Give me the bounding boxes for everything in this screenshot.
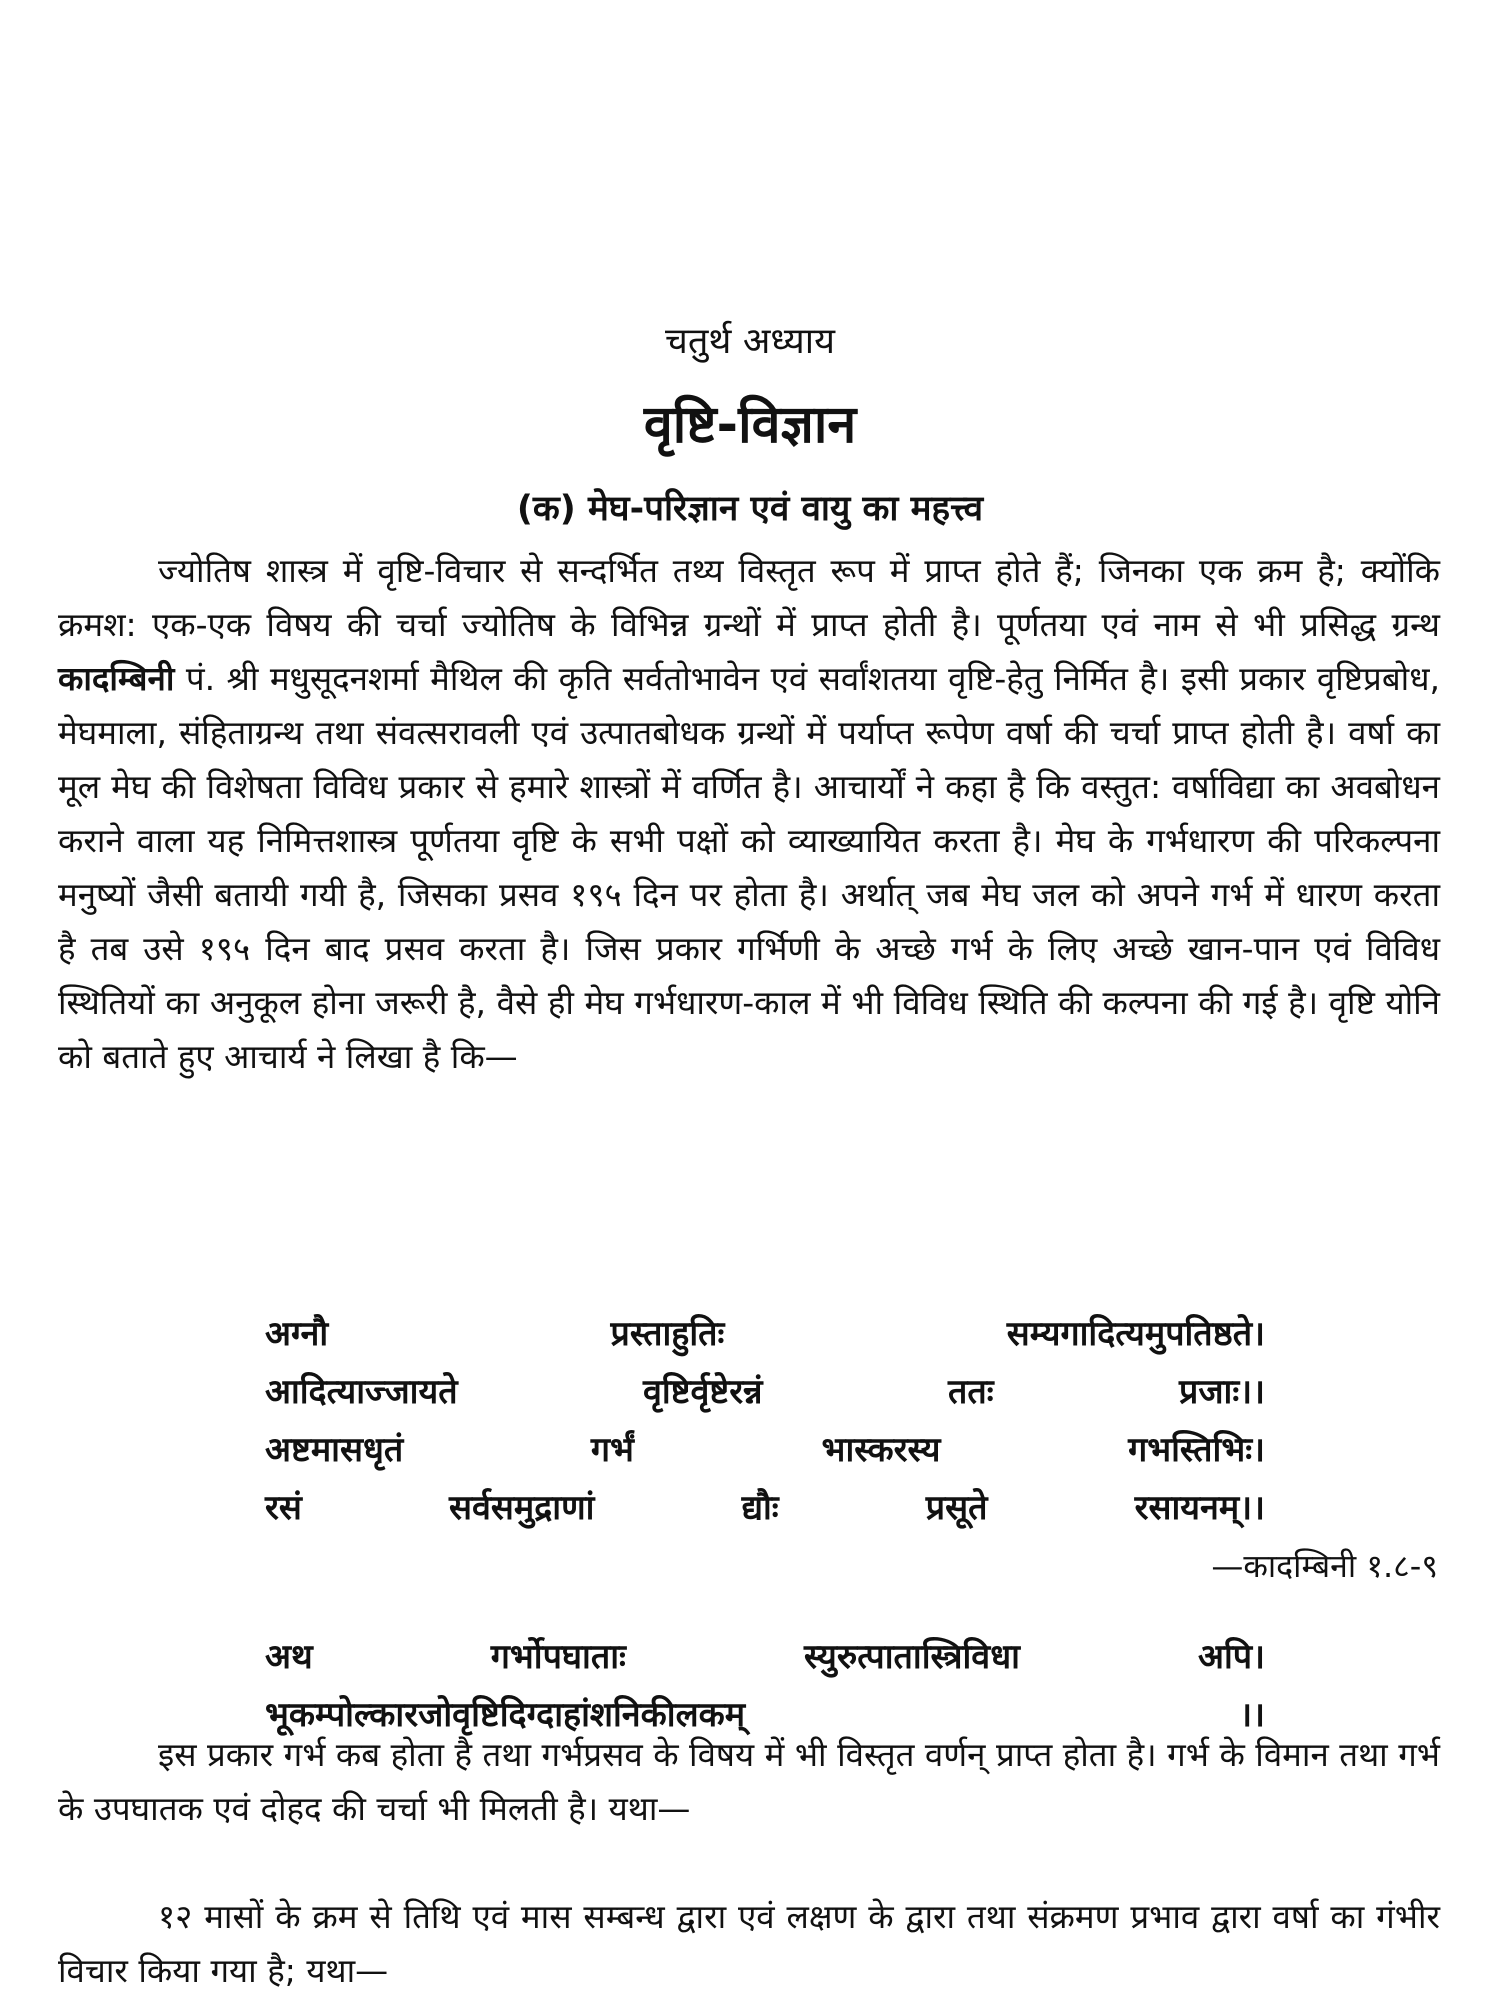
verse-word: वृष्टिर्वृष्टेरन्नं [642, 1372, 763, 1412]
verse-word: सर्वसमुद्राणां [449, 1488, 595, 1528]
paragraph-1-text-a: ज्योतिष शास्त्र में वृष्टि-विचार से सन्दर्भित तथ्य विस्तृत रूप में प्राप्त होते हैं; जिनका एक क्रम है; क्योंकि क्रमश: एक-एक विषय की चर्चा ज्योतिष के विभिन्न ग्रन्थों में प्राप्त होती है। पूर्णतया एवं नाम से भी प्रसिद्ध ग्रन्थ [58, 551, 1440, 644]
verse-word: प्रस्ताहुतिः [610, 1314, 725, 1354]
paragraph-2: इस प्रकार गर्भ कब होता है तथा गर्भप्रसव के विषय में भी विस्तृत वर्णन् प्राप्त होता है। गर्भ के विमान तथा गर्भ के उपघातक एवं दोहद की चर्चा भी मिलती है। यथा— [58, 1735, 1440, 1828]
verse-word: रसं [265, 1488, 302, 1528]
verse-citation: —कादम्बिनी १.८-९ [1211, 1547, 1438, 1585]
verse-line [265, 1686, 1265, 1744]
verse-word: द्यौः [741, 1488, 779, 1528]
verse-word: अपि। [1197, 1637, 1265, 1677]
verse-word: गर्भं [590, 1430, 634, 1470]
verse-word: अष्टमासधृतं [265, 1430, 404, 1470]
verse-word: भूकम्पोल्कारजोवृष्टिदिग्दाहांशनिकीलकम् [265, 1695, 746, 1735]
verse-line [265, 1305, 1265, 1363]
section-title: (क) मेघ-परिज्ञान एवं वायु का महत्त्व [516, 489, 984, 529]
verse-word: भास्करस्य [821, 1430, 941, 1470]
verse-word: प्रसूते [925, 1488, 988, 1528]
paragraph-1-text-b: पं. श्री मधुसूदनशर्मा मैथिल की कृति सर्वतोभावेन एवं सर्वांशतया वृष्टि-हेतु निर्मित है। इसी प्रकार वृष्टिप्रबोध, मेघमाला, संहिताग्रन्थ तथा संवत्सरावली एवं उत्पातबोधक ग्रन्थों में पर्याप्त रूपेण वर्षा की चर्चा प्राप्त होती है। वर्षा का मूल मेघ की विशेषता विविध प्रकार से हमारे शास्त्रों में वर्णित है। आचार्यों ने कहा है कि वस्तुत: वर्षाविद्या का अवबोधन कराने वाला यह निमित्तशास्त्र पूर्णतया वृष्टि के सभी पक्षों को व्याख्यायित करता है। मेघ के गर्भधारण की परिकल्पना मनुष्यों जैसी बतायी गयी है, जिसका प्रसव १९५ दिन पर होता है। अर्थात् जब मेघ जल को अपने गर्भ में धारण करता है तब उसे १९५ दिन बाद प्रसव करता है। जिस प्रकार गर्भिणी के अच्छे गर्भ के लिए अच्छे खान-पान एवं विविध स्थितियों का अनुकूल होना जरूरी है, वैसे ही मेघ गर्भधारण-काल में भी विविध स्थिति की कल्पना की गई है। वृष्टि योनि को बताते हुए आचार्य ने लिखा है कि— [58, 659, 1440, 1076]
paragraph-3: १२ मासों के क्रम से तिथि एवं मास सम्बन्ध द्वारा एवं लक्षण के द्वारा तथा संक्रमण प्रभाव द्वारा वर्षा का गंभीर विचार किया गया है; यथा— [58, 1897, 1440, 1990]
verse-word: अग्नौ [265, 1314, 329, 1354]
verse-word: गर्भोपघाताः [490, 1637, 626, 1677]
verse-word: रसायनम्।। [1134, 1488, 1265, 1528]
chapter-label: चतुर्थ अध्याय [665, 321, 835, 362]
verse-word: ततः [947, 1372, 994, 1412]
verse-word: ।। [1239, 1695, 1265, 1735]
book-title-kadambini: कादम्बिनी [58, 659, 175, 698]
verse-word: सम्यगादित्यमुपतिष्ठते। [1006, 1314, 1265, 1354]
verse-word: प्रजाः।। [1178, 1372, 1265, 1412]
verse-word: अथ [265, 1637, 313, 1677]
verse-line [265, 1421, 1265, 1479]
verse-line [265, 1479, 1265, 1537]
verse-word: आदित्याज्जायते [265, 1372, 458, 1412]
chapter-title: वृष्टि-विज्ञान [643, 395, 857, 455]
paragraph-1 [58, 544, 1440, 1084]
verse-line [265, 1363, 1265, 1421]
verse-line [265, 1628, 1265, 1686]
verse-word: स्युरुत्पातास्त्रिविधा [803, 1637, 1020, 1677]
verse-word: गभस्तिभिः। [1128, 1430, 1265, 1470]
